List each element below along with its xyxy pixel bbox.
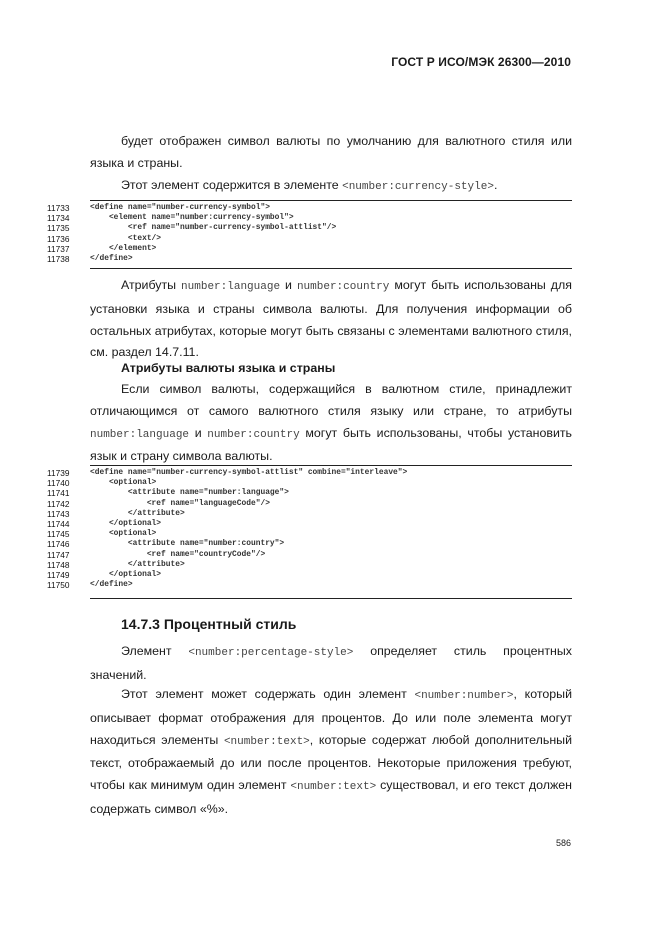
- code-line: [0, 488, 661, 498]
- line-number: 11746: [47, 539, 70, 550]
- code-text: </define>: [90, 253, 133, 263]
- subsection-heading: Атрибуты валюты языка и страны: [121, 361, 336, 375]
- code-line: [0, 244, 661, 254]
- code-text: <ref name="number-currency-symbol-attlist"/>: [90, 223, 337, 233]
- paragraph-text: определяет стиль процентных значений.: [90, 644, 572, 682]
- line-number: 11741: [47, 488, 70, 499]
- code-text: <define name="number-currency-symbol">: [90, 203, 270, 212]
- code-block-currency-symbol: [0, 203, 661, 264]
- inline-code: <number:percentage-style>: [188, 647, 354, 659]
- paragraph-text: , которые содержат любой дополнительный текст, отображаемый до или после процентов. Некоторые приложения требуют, чтобы как минимум один элемент: [90, 732, 572, 793]
- code-line: [0, 580, 661, 590]
- code-text: </element>: [90, 243, 157, 253]
- code-line: [0, 529, 661, 539]
- code-line: [0, 203, 661, 213]
- code-top-rule: [90, 200, 572, 201]
- line-number: 11738: [47, 253, 70, 264]
- code-text: </define>: [90, 580, 133, 590]
- inline-code: number:language: [181, 281, 281, 293]
- paragraph-text: .: [493, 178, 498, 192]
- code-text: <element name="number:currency-symbol">: [90, 213, 294, 223]
- code-bottom-rule: [90, 268, 572, 269]
- paragraph-text: Элемент: [121, 644, 189, 658]
- code-line: [0, 560, 661, 570]
- code-text: <attribute name="number:language">: [90, 488, 289, 498]
- paragraph-currency-language: [90, 379, 572, 468]
- line-number: 11742: [47, 498, 70, 509]
- paragraph-text: могут быть использованы для установки языка и страны символа валюты. Для получения информации об остальных атрибутах, которые могут быть связаны с элементами валютного стиля, см. раздел 14.7.11.: [90, 278, 572, 360]
- code-line: [0, 213, 661, 223]
- code-text: <optional>: [90, 529, 157, 539]
- code-line: [0, 478, 661, 488]
- code-text: <define name="number-currency-symbol-attlist" combine="interleave">: [90, 468, 408, 477]
- code-text: </optional>: [90, 518, 162, 528]
- code-line: [0, 468, 661, 478]
- inline-code: <number:currency-style>: [342, 181, 494, 193]
- code-line: [0, 499, 661, 509]
- paragraph-continuation: будет отображен символ валюты по умолчанию для валютного стиля или языка и страны.: [90, 134, 572, 170]
- code-line: [0, 550, 661, 560]
- code-top-rule: [90, 465, 572, 466]
- code-line: [0, 570, 661, 580]
- inline-code: <number:number>: [414, 690, 514, 702]
- paragraph-text: могут быть использованы, чтобы установить язык и страну символа валюты.: [90, 425, 572, 464]
- code-line: [0, 254, 661, 264]
- paragraph-text: Атрибуты: [121, 278, 182, 292]
- code-block-currency-attlist: [0, 468, 661, 590]
- code-text: <text/>: [90, 233, 162, 243]
- line-number: 11736: [47, 233, 70, 244]
- paragraph-text: Этот элемент может содержать один элемент: [121, 687, 415, 701]
- paragraph-attributes: [90, 275, 572, 364]
- inline-code: <number:text>: [290, 781, 377, 794]
- line-number: 11739: [47, 468, 70, 478]
- code-line: [0, 539, 661, 549]
- paragraph-text: Если символ валюты, содержащийся в валютном стиле, принадлежит отличающимся от самого валютного стиля языку или стране, то атрибуты: [90, 382, 572, 418]
- paragraph-percentage-content: [90, 684, 572, 821]
- line-number: 11748: [47, 559, 70, 570]
- inline-code: <number:text>: [223, 735, 310, 748]
- code-text: <ref name="languageCode"/>: [90, 498, 270, 508]
- line-number: 11743: [47, 508, 70, 519]
- code-text: <optional>: [90, 478, 157, 488]
- paragraph-text: Этот элемент содержится в элементе: [121, 178, 343, 192]
- inline-code: number:country: [207, 428, 300, 441]
- code-text: </attribute>: [90, 559, 185, 569]
- paragraph-percentage-style: [90, 641, 572, 687]
- paragraph-element-container: [90, 175, 572, 199]
- paragraph-text: существовал, и его текст должен содержать символ «%».: [90, 778, 572, 816]
- paragraph-text: и: [280, 278, 297, 292]
- inline-code: number:language: [90, 428, 190, 441]
- code-line: [0, 509, 661, 519]
- line-number: 11737: [47, 243, 70, 254]
- code-bottom-rule: [90, 598, 572, 599]
- code-text: <attribute name="number:country">: [90, 539, 285, 549]
- code-line: [0, 234, 661, 244]
- line-number: 11733: [47, 203, 70, 213]
- code-text: </attribute>: [90, 508, 185, 518]
- line-number: 11735: [47, 223, 70, 234]
- code-line: [0, 223, 661, 233]
- line-number: 11744: [47, 518, 70, 529]
- code-line: [0, 519, 661, 529]
- document-header: ГОСТ Р ИСО/МЭК 26300—2010: [391, 55, 571, 69]
- code-text: </optional>: [90, 569, 162, 579]
- line-number: 11745: [47, 529, 70, 540]
- paragraph-text: , который описывает формат отображения для процентов. До или поле элемента могут находиться элементы: [90, 687, 572, 747]
- inline-code: number:country: [296, 281, 390, 293]
- paragraph-text: и: [189, 425, 208, 440]
- line-number: 11749: [47, 569, 70, 580]
- line-number: 11750: [47, 580, 70, 591]
- line-number: 11734: [47, 213, 70, 224]
- line-number: 11747: [47, 549, 70, 560]
- page-number: 586: [555, 838, 571, 848]
- code-text: <ref name="countryCode"/>: [90, 549, 266, 559]
- line-number: 11740: [47, 478, 70, 489]
- section-heading: 14.7.3 Процентный стиль: [121, 616, 297, 632]
